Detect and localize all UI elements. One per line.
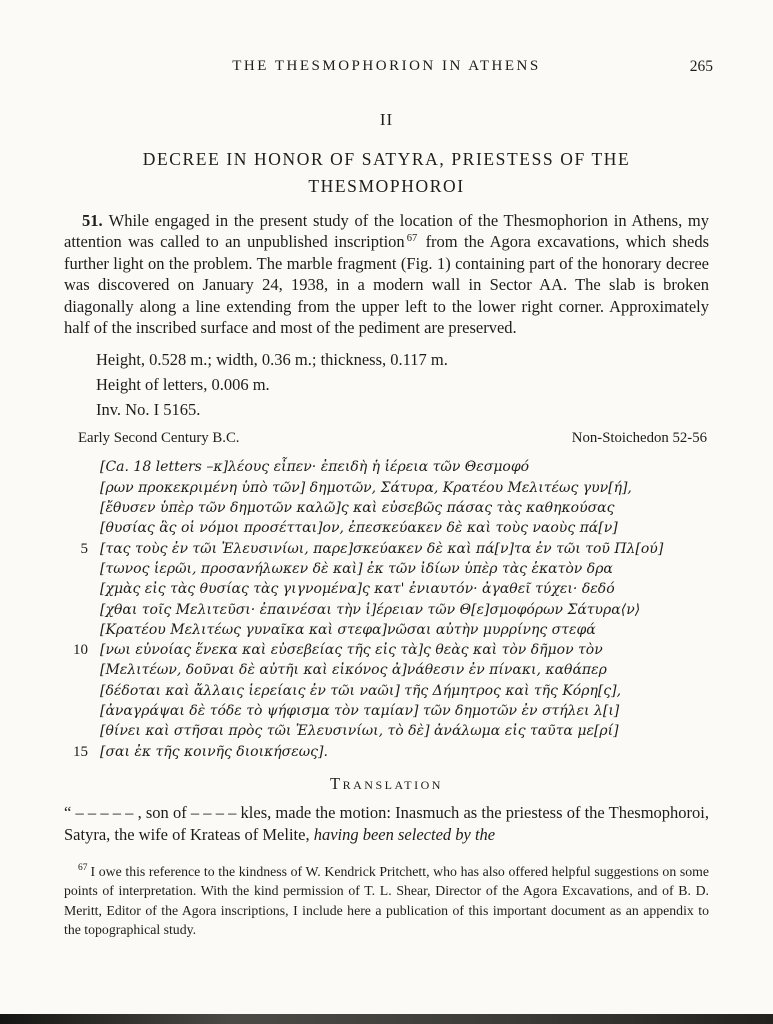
inventory-number: Inv. No. I 5165. — [96, 400, 201, 420]
intro-text-before-note: While engaged in the present study of the location of the Thesmophorion in Athens, my attention was called to an unpublished inscription — [64, 211, 709, 252]
greek-line-text: [τωνος ἱερῶι, προσανήλωκεν δὲ καὶ] ἐκ τῶν ἰδίων ὑπὲρ τὰς ἑκατὸν δρα — [100, 560, 613, 577]
greek-line — [64, 559, 709, 579]
footnote-reference: 67 — [406, 232, 418, 244]
greek-line-number — [64, 478, 88, 498]
greek-line — [64, 721, 709, 741]
measurement-letter-height: Height of letters, 0.006 m. — [96, 375, 270, 395]
greek-line — [64, 579, 709, 599]
greek-line-text: [ρων προκεκριμένη ὑπὸ τῶν] δημοτῶν, Σάτυρα, Κρατέου Μελιτέως γυν[ή], — [100, 479, 632, 496]
greek-line — [64, 478, 709, 498]
greek-line-number — [64, 518, 88, 538]
scan-edge-shadow — [0, 1014, 773, 1024]
greek-line-number — [64, 600, 88, 620]
greek-line-number: 5 — [80, 540, 88, 557]
running-head-title: THE THESMOPHORION IN ATHENS — [232, 58, 541, 74]
greek-line-number — [64, 559, 88, 579]
greek-line-text: [νωι εὐνοίας ἕνεκα καὶ εὐσεβείας τῆς εἰς τὰ]ς θεὰς καὶ τὸν δῆμον τὸν — [100, 642, 603, 659]
greek-line — [64, 518, 709, 538]
greek-line-text: [θυσίας ἃς οἱ νόμοι προσέτται]ον, ἐπεσκεύακεν δὲ καὶ τοὺς ναοὺς πά[ν] — [100, 520, 618, 537]
greek-line-text: [Μελιτέων, δοῦναι δὲ αὐτῆι καὶ εἰκόνος ἀ]νάθεσιν ἐν πίνακι, καθάπερ — [100, 662, 607, 679]
greek-inscription — [64, 457, 709, 761]
intro-paragraph — [64, 210, 709, 338]
greek-line — [64, 660, 709, 680]
greek-line-text: [ἔθυσεν ὑπὲρ τῶν δημοτῶν καλῶ]ς καὶ εὐσεβῶς πάσας τὰς καθηκούσας — [100, 500, 615, 517]
intro-text-after-note: from the Agora excavations, which sheds further light on the problem. The marble fragment (Fig. 1) containing part of the honorary decree was discovered on January 24, 1938, in a modern wall in Sector AA. The slab is broken diagonally along a line extending from the upper left to the lower right corner. Approximately half of the inscribed surface and most of the pediment are preserved. — [64, 232, 709, 338]
greek-line — [64, 640, 709, 660]
translation-paragraph — [64, 802, 709, 846]
footnote-number: 67 — [78, 863, 88, 874]
paragraph-number: 51. — [82, 211, 103, 230]
greek-line-text: [Ca. 18 letters –κ]λέους εἶπεν· ἐπειδὴ ἡ ἱέρεια τῶν Θεσμοφό — [100, 459, 530, 476]
dating-period: Early Second Century B.C. — [78, 430, 240, 447]
greek-line-text: [χθαι τοῖς Μελιτεῦσι· ἐπαινέσαι τὴν ἱ]έρειαν τῶν Θ[ε]σμοφόρων Σάτυρα⟨ν⟩ — [100, 601, 641, 618]
section-title — [64, 146, 709, 200]
greek-line-number — [64, 498, 88, 518]
greek-line — [64, 742, 709, 762]
greek-line-number: 15 — [73, 743, 88, 760]
greek-line — [64, 498, 709, 518]
greek-line-number: 10 — [73, 642, 88, 659]
translation-text-italic: having been selected by the — [313, 824, 496, 844]
greek-line — [64, 681, 709, 701]
greek-line-text: [ἀναγράψαι δὲ τόδε τὸ ψήφισμα τὸν ταμίαν] τῶν δημοτῶν ἐν στήλει λ[ι] — [100, 703, 620, 719]
greek-line-number — [64, 620, 88, 640]
section-title-line2: THESMOPHOROI — [308, 176, 465, 196]
greek-line-number — [64, 701, 88, 721]
running-head — [64, 58, 713, 78]
greek-line-number — [64, 660, 88, 680]
greek-line-number — [64, 579, 88, 599]
greek-line-text: [τας τοὺς ἐν τῶι Ἐλευσινίωι, παρε]σκεύακεν δὲ καὶ πά[ν]τα ἐν τῶι τοῦ Πλ[ού] — [100, 540, 664, 557]
greek-line-text: [Κρατέου Μελιτέως γυναῖκα καὶ στεφα]νῶσαι αὐτὴν μυρρίνης στεφά — [100, 621, 596, 638]
measurements — [96, 350, 709, 420]
greek-line-number — [64, 681, 88, 701]
greek-line-text: [σαι ἐκ τῆς κοινῆς διοικήσεως]. — [100, 743, 328, 760]
dating-row — [64, 430, 709, 447]
section-title-line1: DECREE IN HONOR OF SATYRA, PRIESTESS OF THE — [142, 149, 631, 169]
dating-stoichedon: Non-Stoichedon 52-56 — [571, 430, 707, 447]
greek-line — [64, 457, 709, 477]
section-number: II — [379, 110, 394, 129]
footnote — [64, 862, 709, 940]
greek-line — [64, 600, 709, 620]
greek-line — [64, 620, 709, 640]
greek-line-text: [θίνει καὶ στῆσαι πρὸς τῶι Ἐλευσινίωι, τὸ δὲ] ἀνάλωμα εἰς ταῦτα με[ρί] — [100, 723, 619, 740]
greek-line — [64, 539, 709, 559]
footnote-text: I owe this reference to the kindness of W. Kendrick Pritchett, who has also offered helpful suggestions on some points of interpretation. With the kind permission of T. L. Shear, Director of the Agora Excavations, and of B. D. Meritt, Editor of the Agora inscriptions, I include here a publication of this important document as an appendix to the topographical study. — [64, 863, 709, 938]
greek-line — [64, 701, 709, 721]
translation-heading: Translation — [330, 773, 443, 793]
greek-line-number — [64, 457, 88, 477]
page-number: 265 — [689, 58, 713, 75]
greek-line-number — [64, 721, 88, 741]
greek-line-text: [δέδοται καὶ ἄλλαις ἱερείαις ἐν τῶι ναῶι] τῆς Δήμητρος καὶ τῆς Κόρη[ς], — [100, 682, 622, 699]
measurement-dimensions: Height, 0.528 m.; width, 0.36 m.; thickness, 0.117 m. — [96, 350, 448, 370]
greek-line-text: [χμὰς εἰς τὰς θυσίας τὰς γιγνομένα]ς κατ' ἐνιαυτόν· ἀγαθεῖ τύχει· δεδό — [100, 581, 615, 598]
translation-text: “ – – – – – , son of – – – – kles, made the motion: Inasmuch as the priestess of the Thesmophoroi, Satyra, the wife of Krateas of Melite, — [64, 802, 709, 844]
